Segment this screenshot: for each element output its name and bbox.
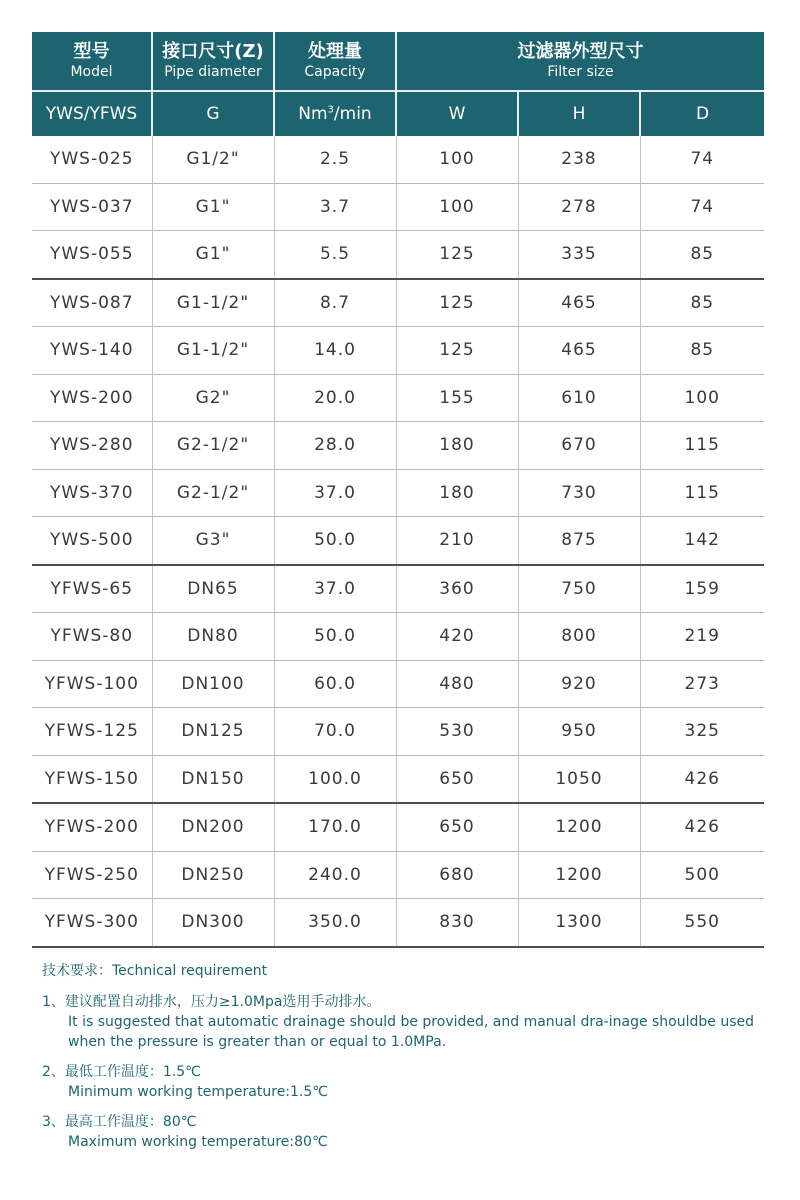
height-cell: 1050: [518, 755, 640, 803]
depth-cell: 273: [640, 660, 764, 708]
depth-cell: 325: [640, 708, 764, 756]
note-item: [42, 1112, 772, 1152]
capacity-cell: 20.0: [274, 374, 396, 422]
height-cell: 750: [518, 565, 640, 613]
depth-cell: 74: [640, 183, 764, 231]
pipe-diameter-cell: G1-1/2": [152, 327, 274, 375]
width-cell: 125: [396, 327, 518, 375]
capacity-cell: 37.0: [274, 565, 396, 613]
header-model-zh: 型号: [73, 41, 110, 62]
capacity-cell: 50.0: [274, 517, 396, 565]
depth-cell: 426: [640, 803, 764, 851]
capacity-cell: 70.0: [274, 708, 396, 756]
depth-cell: 85: [640, 327, 764, 375]
table-row: [32, 565, 764, 613]
subheader-capacity-unit: [274, 91, 396, 136]
pipe-diameter-cell: G1/2": [152, 136, 274, 183]
capacity-cell: 170.0: [274, 803, 396, 851]
depth-cell: 74: [640, 136, 764, 183]
model-cell: YFWS-200: [32, 803, 152, 851]
spec-table: [32, 32, 764, 948]
note-3-en: Maximum working temperature:80℃: [68, 1134, 328, 1150]
model-cell: YWS-140: [32, 327, 152, 375]
header-pipe-diameter: [152, 32, 274, 91]
capacity-unit-sup: 3: [327, 104, 334, 116]
width-cell: 650: [396, 803, 518, 851]
table-row: [32, 851, 764, 899]
width-cell: 125: [396, 279, 518, 327]
capacity-cell: 350.0: [274, 899, 396, 947]
pipe-diameter-cell: DN65: [152, 565, 274, 613]
pipe-diameter-cell: DN300: [152, 899, 274, 947]
pipe-diameter-cell: G2": [152, 374, 274, 422]
height-cell: 238: [518, 136, 640, 183]
header-filter-size-en: Filter size: [547, 64, 614, 80]
width-cell: 155: [396, 374, 518, 422]
depth-cell: 500: [640, 851, 764, 899]
depth-cell: 85: [640, 279, 764, 327]
table-row: [32, 469, 764, 517]
pipe-diameter-cell: G2-1/2": [152, 422, 274, 470]
subheader-w: W: [396, 91, 518, 136]
table-row: [32, 327, 764, 375]
note-2-zh: 2、最低工作温度：1.5℃: [42, 1064, 201, 1080]
height-cell: 800: [518, 613, 640, 661]
table-row: [32, 279, 764, 327]
capacity-cell: 5.5: [274, 231, 396, 279]
note-1-en: It is suggested that automatic drainage should be provided, and manual dra-inage shouldbe used when the pressure is greater than or equal to 1.0MPa.: [68, 1014, 755, 1050]
height-cell: 465: [518, 327, 640, 375]
note-1-zh: 1、建议配置自动排水，压力≥1.0Mpa选用手动排水。: [42, 994, 381, 1010]
capacity-cell: 14.0: [274, 327, 396, 375]
header-capacity-zh: 处理量: [308, 41, 362, 62]
subheader-pipe: G: [152, 91, 274, 136]
depth-cell: 219: [640, 613, 764, 661]
pipe-diameter-cell: G3": [152, 517, 274, 565]
header-capacity: [274, 32, 396, 91]
depth-cell: 115: [640, 422, 764, 470]
width-cell: 100: [396, 183, 518, 231]
width-cell: 180: [396, 469, 518, 517]
model-cell: YFWS-250: [32, 851, 152, 899]
width-cell: 100: [396, 136, 518, 183]
pipe-diameter-cell: DN250: [152, 851, 274, 899]
pipe-diameter-cell: G2-1/2": [152, 469, 274, 517]
table-row: [32, 755, 764, 803]
capacity-cell: 2.5: [274, 136, 396, 183]
capacity-cell: 60.0: [274, 660, 396, 708]
width-cell: 680: [396, 851, 518, 899]
width-cell: 650: [396, 755, 518, 803]
model-cell: YFWS-80: [32, 613, 152, 661]
width-cell: 530: [396, 708, 518, 756]
model-cell: YWS-037: [32, 183, 152, 231]
width-cell: 125: [396, 231, 518, 279]
model-cell: YFWS-125: [32, 708, 152, 756]
height-cell: 465: [518, 279, 640, 327]
pipe-diameter-cell: DN150: [152, 755, 274, 803]
model-cell: YFWS-65: [32, 565, 152, 613]
depth-cell: 159: [640, 565, 764, 613]
header-model: [32, 32, 152, 91]
height-cell: 875: [518, 517, 640, 565]
height-cell: 730: [518, 469, 640, 517]
table-row: [32, 613, 764, 661]
spec-table-wrapper: [32, 32, 764, 948]
header-filter-size: [396, 32, 764, 91]
height-cell: 920: [518, 660, 640, 708]
capacity-cell: 240.0: [274, 851, 396, 899]
capacity-cell: 37.0: [274, 469, 396, 517]
model-cell: YWS-280: [32, 422, 152, 470]
model-cell: YWS-087: [32, 279, 152, 327]
width-cell: 480: [396, 660, 518, 708]
note-3-zh: 3、最高工作温度：80℃: [42, 1114, 197, 1130]
capacity-cell: 28.0: [274, 422, 396, 470]
technical-requirements: [42, 960, 772, 1162]
table-row: [32, 422, 764, 470]
height-cell: 1300: [518, 899, 640, 947]
header-capacity-en: Capacity: [304, 64, 366, 80]
depth-cell: 85: [640, 231, 764, 279]
model-cell: YFWS-100: [32, 660, 152, 708]
table-body: [32, 136, 764, 947]
width-cell: 830: [396, 899, 518, 947]
height-cell: 670: [518, 422, 640, 470]
width-cell: 180: [396, 422, 518, 470]
notes-heading: 技术要求：Technical requirement: [42, 963, 268, 979]
depth-cell: 142: [640, 517, 764, 565]
pipe-diameter-cell: G1": [152, 231, 274, 279]
pipe-diameter-cell: DN100: [152, 660, 274, 708]
note-item: [42, 1062, 772, 1102]
width-cell: 360: [396, 565, 518, 613]
header-pipe-en: Pipe diameter: [164, 64, 262, 80]
header-filter-size-zh: 过滤器外型尺寸: [517, 41, 644, 62]
width-cell: 210: [396, 517, 518, 565]
table-row: [32, 517, 764, 565]
height-cell: 610: [518, 374, 640, 422]
model-cell: YWS-500: [32, 517, 152, 565]
pipe-diameter-cell: G1": [152, 183, 274, 231]
table-row: [32, 899, 764, 947]
depth-cell: 100: [640, 374, 764, 422]
table-row: [32, 660, 764, 708]
capacity-cell: 100.0: [274, 755, 396, 803]
depth-cell: 426: [640, 755, 764, 803]
table-row: [32, 136, 764, 183]
model-cell: YWS-055: [32, 231, 152, 279]
capacity-cell: 3.7: [274, 183, 396, 231]
capacity-cell: 50.0: [274, 613, 396, 661]
subheader-model: YWS/YFWS: [32, 91, 152, 136]
pipe-diameter-cell: G1-1/2": [152, 279, 274, 327]
note-item: [42, 992, 772, 1052]
height-cell: 1200: [518, 803, 640, 851]
table-row: [32, 708, 764, 756]
model-cell: YWS-200: [32, 374, 152, 422]
model-cell: YWS-025: [32, 136, 152, 183]
note-2-en: Minimum working temperature:1.5℃: [68, 1084, 329, 1100]
width-cell: 420: [396, 613, 518, 661]
subheader-d: D: [640, 91, 764, 136]
height-cell: 335: [518, 231, 640, 279]
depth-cell: 115: [640, 469, 764, 517]
subheader-h: H: [518, 91, 640, 136]
model-cell: YWS-370: [32, 469, 152, 517]
capacity-unit-base: Nm: [298, 104, 328, 124]
table-row: [32, 183, 764, 231]
model-cell: YFWS-150: [32, 755, 152, 803]
capacity-cell: 8.7: [274, 279, 396, 327]
height-cell: 278: [518, 183, 640, 231]
pipe-diameter-cell: DN200: [152, 803, 274, 851]
height-cell: 950: [518, 708, 640, 756]
model-cell: YFWS-300: [32, 899, 152, 947]
table-row: [32, 374, 764, 422]
table-row: [32, 231, 764, 279]
header-pipe-zh: 接口尺寸(Z): [162, 41, 264, 62]
capacity-unit-suffix: /min: [333, 104, 372, 124]
height-cell: 1200: [518, 851, 640, 899]
header-model-en: Model: [70, 64, 113, 80]
depth-cell: 550: [640, 899, 764, 947]
pipe-diameter-cell: DN80: [152, 613, 274, 661]
table-row: [32, 803, 764, 851]
pipe-diameter-cell: DN125: [152, 708, 274, 756]
